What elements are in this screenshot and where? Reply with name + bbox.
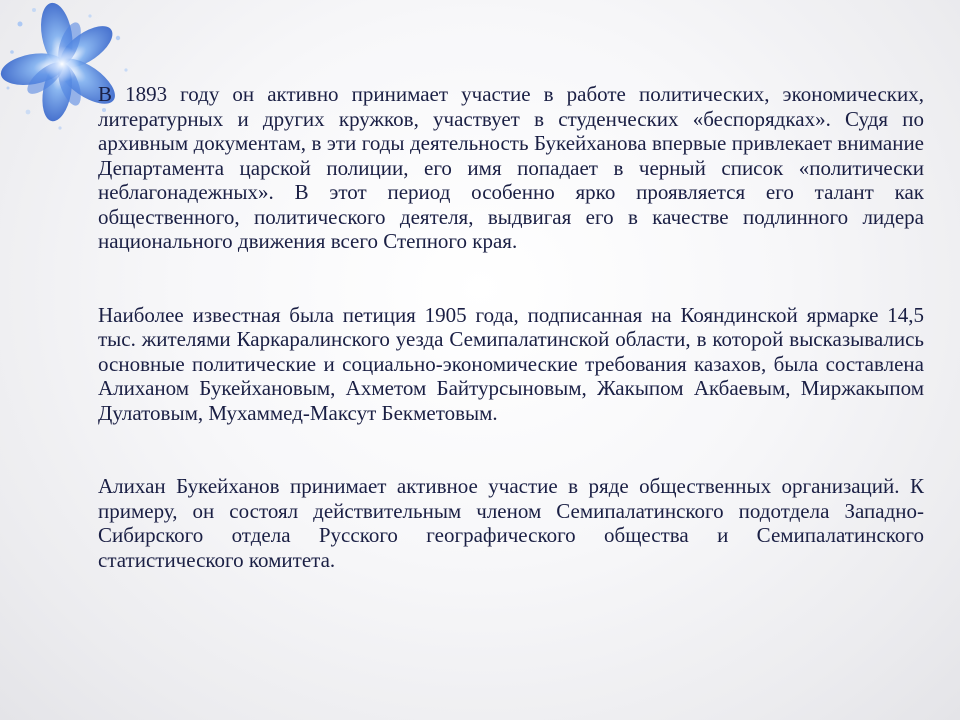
paragraph-2: Наиболее известная была петиция 1905 года, подписанная на Кояндинской ярмарке 14,5 тыс. жителями Каркаралинского уезда Семипалатинской области, в которой высказывались основные политические и социально-экономические требования казахов, была составлена Алиханом Букейхановым, Ахметом Байтурсыновым, Жакыпом Акбаевым, Миржакыпом Дулатовым, Мухаммед-Максут Бекметовым. xyxy=(98,302,924,425)
paragraph-1: В 1893 году он активно принимает участие в работе политических, экономических, литературных и других кружков, участвует в студенческих «беспорядках». Судя по архивным документам, в эти годы деятельность Букейханова впервые привлекает внимание Департамента царской полиции, его имя попадает в черный список «политически неблагонадежных». В этот период особенно ярко проявляется его талант как общественного, политического деятеля, выдвигая его в качестве подлинного лидера национального движения всего Степного края. xyxy=(98,82,924,253)
paragraph-3: Алихан Букейханов принимает активное участие в ряде общественных организаций. К примеру, он состоял действительным членом Семипалатинского подотдела Западно-Сибирского отдела Русского географического общества и Семипалатинского статистического комитета. xyxy=(98,474,924,572)
slide-body xyxy=(98,82,924,572)
